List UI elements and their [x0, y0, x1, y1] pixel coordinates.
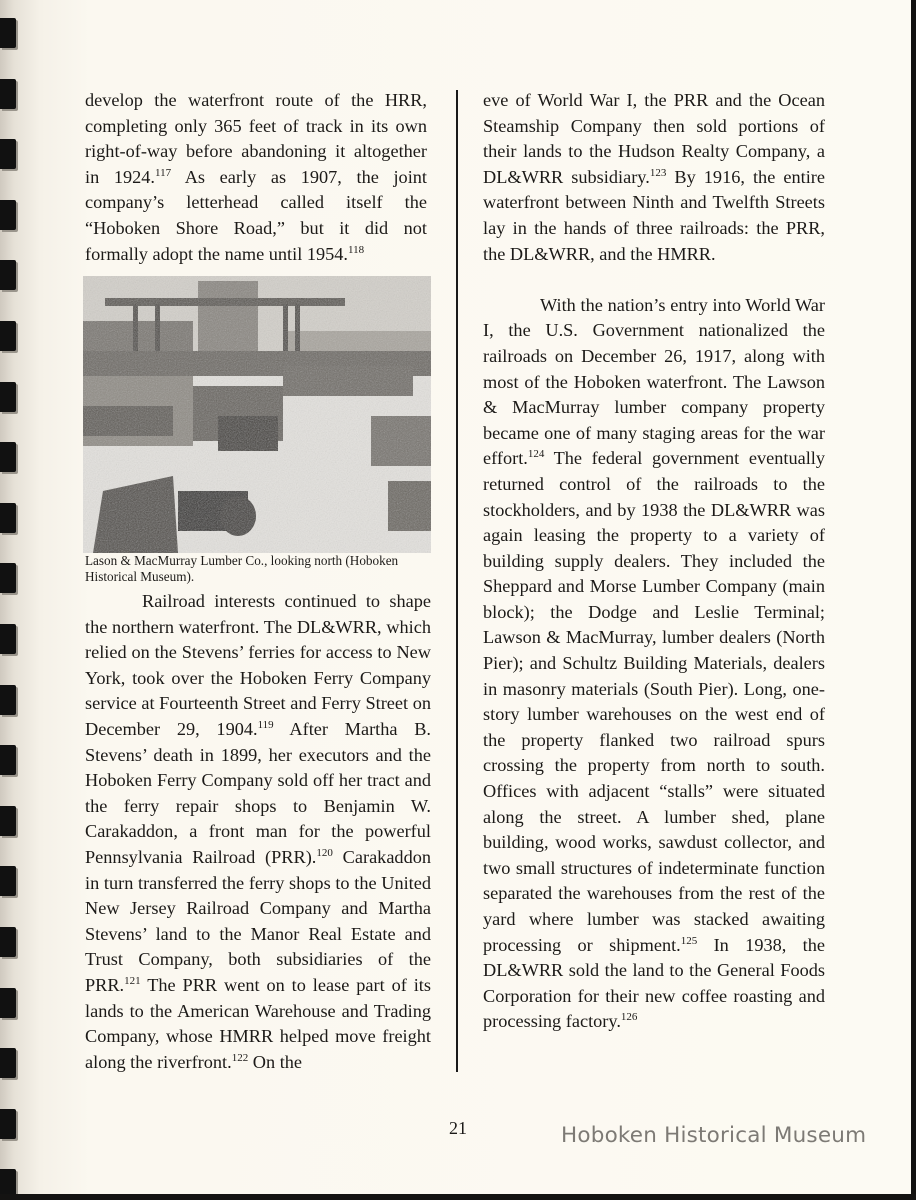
footnote-marker: 119 — [257, 718, 274, 731]
footnote-marker: 118 — [348, 243, 365, 256]
binding-hole — [0, 79, 16, 109]
right-column — [483, 88, 825, 1035]
binding-hole — [0, 18, 16, 48]
left-column — [85, 88, 427, 267]
footnote-marker: 117 — [155, 166, 172, 179]
footnote-marker: 126 — [620, 1011, 638, 1024]
photo-caption: Lason & MacMurray Lumber Co., looking north (Hoboken Historical Museum). — [85, 553, 399, 584]
footnote-marker: 124 — [527, 448, 545, 461]
scan-right-edge — [911, 0, 916, 1200]
footnote-marker: 123 — [649, 166, 667, 179]
footnote-marker: 125 — [680, 934, 698, 947]
lumber-yard-photo-illustration — [83, 276, 431, 553]
spiral-binding-holes — [0, 0, 20, 1200]
binding-hole — [0, 1109, 16, 1139]
historical-photo — [83, 276, 431, 553]
footnote-marker: 120 — [316, 846, 333, 859]
binding-hole — [0, 503, 16, 533]
footnote-marker: 122 — [231, 1051, 249, 1064]
binding-hole — [0, 624, 16, 654]
binding-hole — [0, 382, 16, 412]
watermark: Hoboken Historical Museum — [561, 1123, 867, 1148]
right-paragraph-1: eve of World War I, the PRR and the Ocean Steamship Company then sold portions of their lands to the Hudson Realty Company, a DL&WRR subsidiary.$^{123}$ By 1916, the entire waterfront between Ninth and Twelfth Streets lay in the hands of three railroads: the PRR, the DL&WRR, and the HMRR. — [483, 90, 825, 264]
footnote-marker: 121 — [124, 974, 141, 987]
left-paragraph-2: Railroad interests continued to shape the northern waterfront. The DL&WRR, which relied on the Stevens’ ferries for access to New York, took over the Hoboken Ferry Company service at Fourteenth Street and Ferry Street on December 29, 1904.$^{119}$ After Martha B. Stevens’ death in 1899, her executors and the Hoboken Ferry Company sold off her tract and the ferry repair shops to Benjamin W. Carakaddon, a front man for the powerful Pennsylvania Railroad (PRR).$^{120}$ Carakaddon in turn transferred the ferry shops to the United New Jersey Railroad Company and Martha Stevens’ land to the Manor Real Estate and Trust Company, both subsidiaries of the PRR.$^{121}$ The PRR went on to lease part of its lands to the American Warehouse and Trading Company, whose HMRR helped move freight along the riverfront.$^{122}$ On the — [85, 591, 432, 1072]
binding-hole — [0, 563, 16, 593]
left-column-lower — [85, 589, 431, 1075]
binding-hole — [0, 685, 16, 715]
binding-hole — [0, 988, 16, 1018]
binding-hole — [0, 927, 16, 957]
binding-hole — [0, 866, 16, 896]
scan-bottom-edge — [0, 1194, 916, 1200]
binding-hole — [0, 260, 16, 290]
binding-hole — [0, 806, 16, 836]
left-paragraph-1: develop the waterfront route of the HRR, completing only 365 feet of track in its own right-of-way before abandoning it altogether in 1924.$^{117}$ As early as 1907, the joint company’s letterhead called itself the “Hoboken Shore Road,” but it did not formally adopt the name until 1954.$^{118}$ — [85, 90, 427, 264]
binding-hole — [0, 745, 16, 775]
binding-hole — [0, 200, 16, 230]
binding-hole — [0, 321, 16, 351]
binding-hole — [0, 139, 16, 169]
binding-hole — [0, 1048, 16, 1078]
column-divider — [456, 90, 458, 1072]
page-number: 21 — [449, 1118, 467, 1138]
right-paragraph-2: With the nation’s entry into World War I, the U.S. Government nationalized the railroads on December 26, 1917, along with most of the Hoboken waterfront. The Lawson & MacMurray lumber company property became one of many staging areas for the war effort.$^{124}$ The federal government eventually returned control of the railroads to the stockholders, and by 1938 the DL&WRR was again leasing the property to a variety of building supply dealers. They included the Sheppard and Morse Lumber Company (main block); the Dodge and Leslie Terminal; Lawson & MacMurray, lumber dealers (North Pier); and Schultz Building Materials, dealers in masonry materials (South Pier). Long, one-story lumber warehouses on the west end of the property flanked two railroad spurs crossing the property from north to south. Offices with adjacent “stalls” were situated along the street. A lumber shed, plane building, wood works, sawdust collector, and two small structures of indeterminate function separated the warehouses from the rest of the yard where lumber was stacked awaiting processing or shipment.$^{125}$ In 1938, the DL&WRR sold the land to the General Foods Corporation for their new coffee roasting and processing factory.$^{126}$ — [483, 294, 826, 1032]
binding-hole — [0, 442, 16, 472]
